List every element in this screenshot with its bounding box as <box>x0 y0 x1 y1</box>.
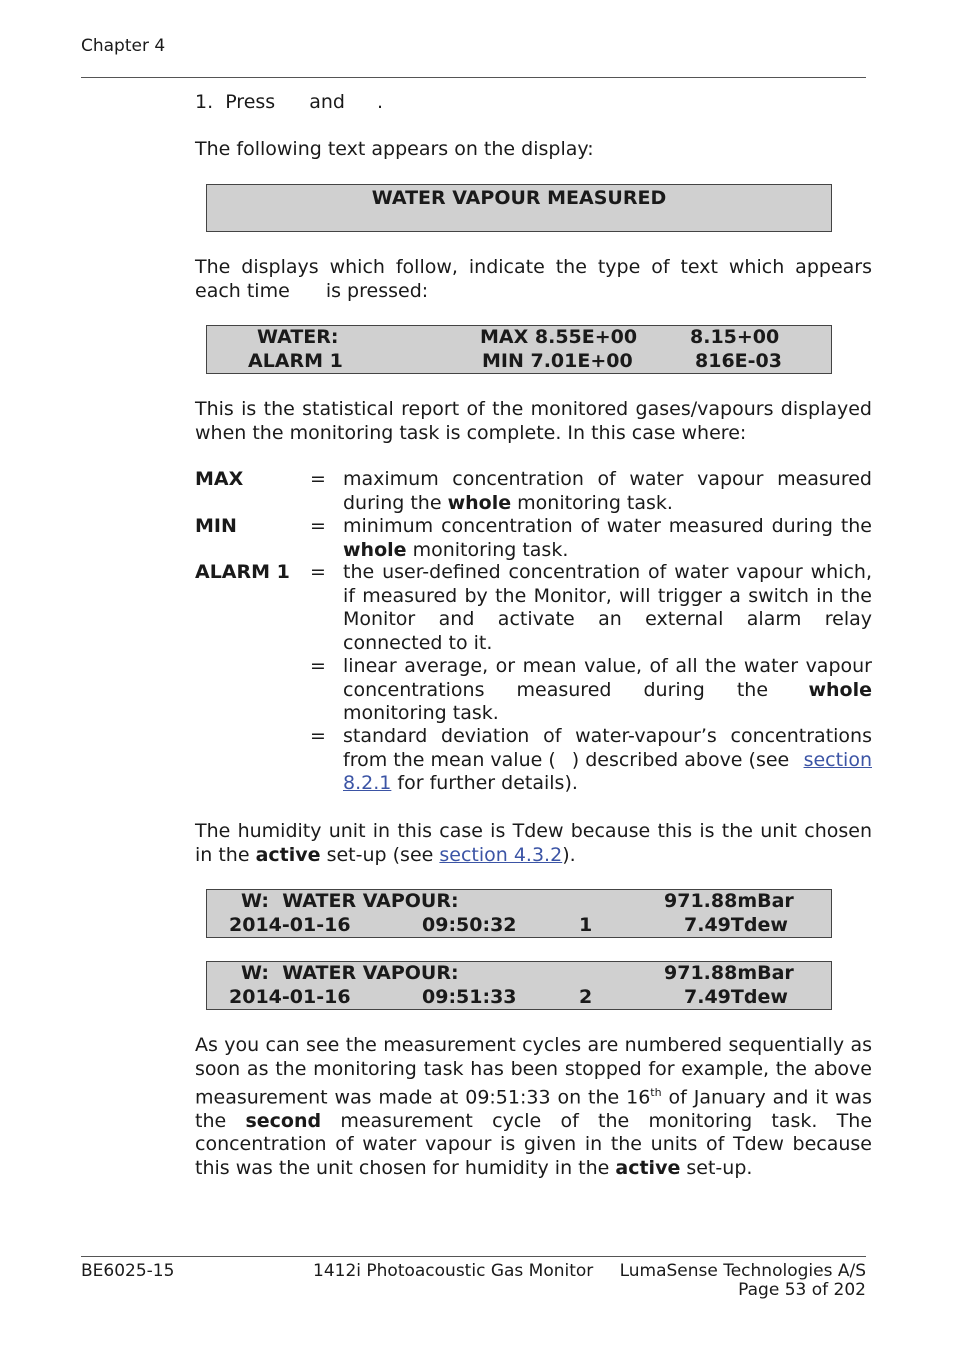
cycle2-number: 2 <box>579 986 593 1008</box>
cycle2-value: 7.49Tdew <box>684 986 788 1008</box>
def-avg <box>343 655 872 726</box>
step-press: Press <box>225 91 276 113</box>
def-alarm-text: the user-defined concentration of water vapour which, if measured by the Monitor, will trigger a switch in the Monitor and activate an external alarm relay <box>343 561 872 630</box>
cycle2-pressure: 971.88mBar <box>664 962 794 984</box>
def-std-text <box>343 749 789 773</box>
humidity-text-2: set-up (see <box>326 843 434 866</box>
paragraph-humidity <box>195 820 872 867</box>
def-avg-line1: linear average, or mean value, of all the water vapour <box>343 655 872 677</box>
cycle1-date: 2014-01-16 <box>229 914 351 936</box>
footer-company: LumaSense Technologies A/S <box>619 1261 866 1281</box>
footer-product: 1412i Photoacoustic Gas Monitor <box>313 1261 594 1281</box>
def-min <box>343 515 872 562</box>
section-8-2-1-link-part2[interactable]: 8.2.1 <box>343 772 392 794</box>
def-std-text-a: from the mean value ( <box>343 748 556 771</box>
def-max-text: during the <box>343 491 442 514</box>
def-min-line2 <box>343 539 872 563</box>
def-alarm-last: connected to it. <box>343 631 493 654</box>
step-end: . <box>377 91 384 113</box>
def-term-max: MAX <box>195 468 244 490</box>
cycle1-pressure: 971.88mBar <box>664 890 794 912</box>
def-max-bold: whole <box>447 491 512 514</box>
paragraph-displays-line2 <box>195 280 872 304</box>
section-4-3-2-link[interactable]: section 4.3.2 <box>439 843 563 866</box>
stat-water-label: WATER: <box>257 326 339 348</box>
displays-is-pressed: is pressed: <box>325 279 429 302</box>
cycle1-number: 1 <box>579 914 593 936</box>
def-max-line2 <box>343 492 872 516</box>
paragraph-report: This is the statistical report of the monitored gases/vapours displayed when the monitoring task is complete. In this case where: <box>195 398 872 444</box>
def-eq-max: = <box>310 468 326 490</box>
def-avg-text: concentrations measured during the <box>343 678 769 701</box>
def-avg-line2 <box>343 679 872 703</box>
def-eq-min: = <box>310 515 326 537</box>
cycle1-label: W: WATER VAPOUR: <box>241 890 459 912</box>
footer-rule <box>81 1256 866 1257</box>
chapter-header: Chapter 4 <box>81 36 166 56</box>
footer-page-number: Page 53 of 202 <box>738 1280 866 1300</box>
stat-max: MAX 8.55E+00 <box>480 326 638 348</box>
cycle1-value: 7.49Tdew <box>684 914 788 936</box>
cycles-bold-second: second <box>245 1109 322 1132</box>
def-term-alarm: ALARM 1 <box>195 561 290 583</box>
step-1 <box>195 91 383 113</box>
def-alarm <box>343 561 872 655</box>
section-8-2-1-link-part1[interactable]: section <box>803 748 872 771</box>
stat-min: MIN 7.01E+00 <box>482 350 633 372</box>
def-min-line1: minimum concentration of water measured during the <box>343 515 872 537</box>
def-std-line2 <box>343 749 872 773</box>
def-min-text-end: monitoring task. <box>412 538 569 561</box>
def-max <box>343 468 872 515</box>
cycle2-label: W: WATER VAPOUR: <box>241 962 459 984</box>
cycle2-time: 09:51:33 <box>422 986 517 1008</box>
cycle2-date: 2014-01-16 <box>229 986 351 1008</box>
step-and: and <box>309 91 345 113</box>
cycle1-time: 09:50:32 <box>422 914 517 936</box>
stat-avg: 8.15+00 <box>690 326 780 348</box>
step-number: 1. <box>195 91 214 113</box>
cycles-superscript: th <box>650 1086 662 1099</box>
display-text: WATER VAPOUR MEASURED <box>371 187 667 209</box>
def-max-text-end: monitoring task. <box>517 491 673 514</box>
def-std-line3 <box>343 772 872 796</box>
footer-doc-id: BE6025-15 <box>81 1261 175 1281</box>
cycles-bold-active: active <box>615 1156 681 1179</box>
humidity-bold: active <box>255 843 321 866</box>
cycles-text: As you can see the measurement cycles are numbered sequentially as soon as the monitoring task has been stopped for example, the above measurement was made at 09:51:33 on the 16 <box>195 1034 872 1109</box>
display-box-cycle-1 <box>206 889 832 938</box>
cycles-text-3: measurement cycle of the monitoring task. The concentration of water vapour is given in the units of Tdew because this was the unit chosen for humidity in the <box>195 1109 873 1179</box>
header-rule <box>81 77 866 78</box>
def-std-line1: standard deviation of water-vapour’s concentrations <box>343 725 872 747</box>
cycles-text-end: set-up. <box>686 1156 753 1179</box>
humidity-text-end: ). <box>562 843 576 866</box>
stat-std: 816E-03 <box>695 350 782 372</box>
display-box-cycle-2 <box>206 961 832 1010</box>
displays-each-time: each time <box>195 279 290 302</box>
paragraph-displays-line1: The displays which follow, indicate the type of text which appears <box>195 256 872 278</box>
humidity-text: The humidity unit in this case is Tdew because this is the unit chosen in the <box>195 820 872 866</box>
paragraph-cycles <box>195 1034 872 1180</box>
paragraph-displays <box>195 256 872 303</box>
def-eq-alarm: = <box>310 561 326 583</box>
stat-alarm-label: ALARM 1 <box>248 350 343 372</box>
def-max-line1: maximum concentration of water vapour measured <box>343 468 872 490</box>
def-term-min: MIN <box>195 515 237 537</box>
cycles-text-2: of January and it was the <box>195 1086 872 1132</box>
display-box-statistics <box>206 325 832 374</box>
def-std <box>343 725 872 796</box>
def-eq-std: = <box>310 725 326 747</box>
def-std-text-end: for further details). <box>397 772 578 794</box>
def-std-text-b: ) described above (see <box>571 748 790 771</box>
def-min-bold: whole <box>343 538 407 561</box>
def-avg-line3: monitoring task. <box>343 702 499 724</box>
display-box-water-vapour-measured <box>206 184 832 232</box>
def-eq-avg: = <box>310 655 326 677</box>
def-avg-bold: whole <box>808 678 872 701</box>
paragraph-following: The following text appears on the display: <box>195 138 594 160</box>
